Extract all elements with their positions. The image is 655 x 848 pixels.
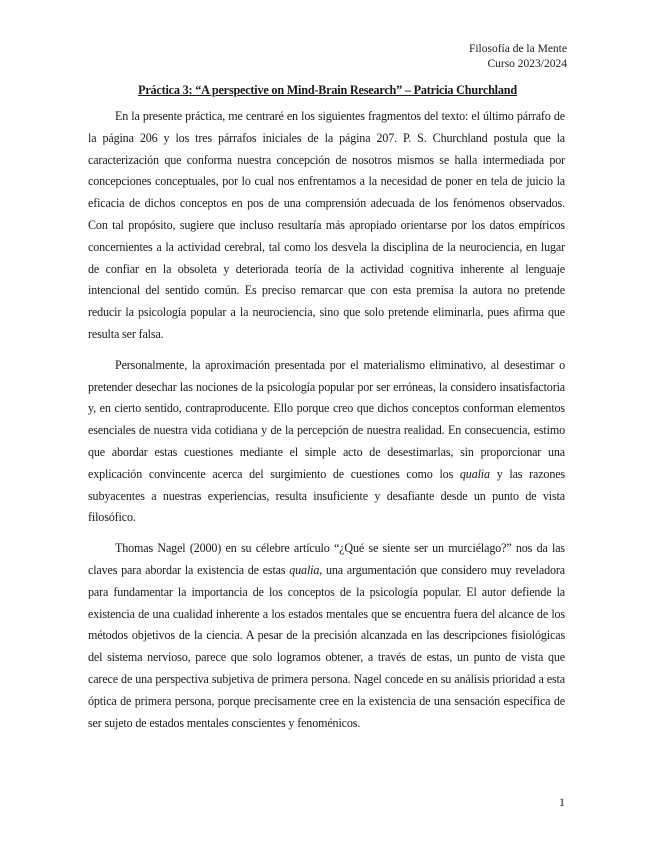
document-body [88, 106, 565, 743]
paragraph-1-text: En la presente práctica, me centraré en los siguientes fragmentos del texto: el último párrafo de la página 206 y los tres párrafos iniciales de la página 207. P. S. Churchland postula que la caracterización que conforma nuestra concepción de nosotros mismos se halla intermediada por concepciones conceptuales, por lo cual nos enfrentamos a la necesidad de poner en tela de juicio la eficacia de dichos conceptos en pos de una comprensión adecuada de los fenómenos observados. Con tal propósito, sugiere que incluso resultaría más apropiado orientarse por los datos empíricos concernientes a la actividad cerebral, tal como los desvela la disciplina de la neurociencia, en lugar de confiar en la obsoleta y deteriorada teoría de la actividad cognitiva inherente al lenguaje intencional del sentido común. Es preciso remarcar que con esta premisa la autora no pretende reducir la psicología popular a la neurociencia, sino que solo pretende eliminarla, pues afirma que resulta ser falsa. [88, 109, 565, 341]
document-title: Práctica 3: “A perspective on Mind-Brain Research” – Patricia Churchland [138, 83, 517, 97]
paragraph-2 [88, 355, 565, 529]
page-header [469, 42, 567, 72]
course-year: Curso 2023/2024 [487, 58, 567, 70]
paragraph-2-text-end: y las razones subyacentes a nuestras experiencias, resulta insuficiente y desafiante desde un punto de vista filosófico. [88, 466, 565, 525]
paragraph-2-text-start: Personalmente, la aproximación presentada por el materialismo eliminativo, al desestimar o pretender desechar las nociones de la psicología popular por ser erróneas, la considero insatisfactoria y, en cierto sentido, contraproducente. Ello porque creo que dichos conceptos conforman elementos esenciales de nuestra vida cotidiana y de la percepción de nuestra realidad. En consecuencia, estimo que abordar estas cuestiones mediante el simple acto de desestimarlas, sin proporcionar una explicación convincente acerca del surgimiento de cuestiones como los [88, 357, 565, 481]
paragraph-3-text-end: , una argumentación que considero muy reveladora para fundamentar la importancia de los conceptos de la psicología popular. El autor defiende la existencia de una cualidad inherente a los estados mentales que se encuentra fuera del alcance de los métodos objetivos de la ciencia. A pesar de la precisión alcanzada en las descripciones fisiológicas del sistema nervioso, parece que solo logramos obtener, a través de estas, un punto de vista que carece de una perspectiva subjetiva de primera persona. Nagel concede en su análisis prioridad a esta óptica de primera persona, porque precisamente cree en la existencia de una sensación específica de ser sujeto de estados mentales conscientes y fenoménicos. [88, 562, 565, 730]
paragraph-1 [88, 106, 565, 346]
paragraph-3-text-start: Thomas Nagel (2000) en su célebre artículo “¿Qué se siente ser un murciélago?” nos da las claves para abordar la existencia de estas [88, 541, 565, 577]
paragraph-3-italic-term: qualia [289, 562, 320, 577]
course-name: Filosofía de la Mente [468, 43, 567, 55]
page-number: 1 [559, 795, 565, 809]
paragraph-3 [88, 538, 565, 734]
paragraph-2-italic-term: qualia [459, 466, 490, 481]
